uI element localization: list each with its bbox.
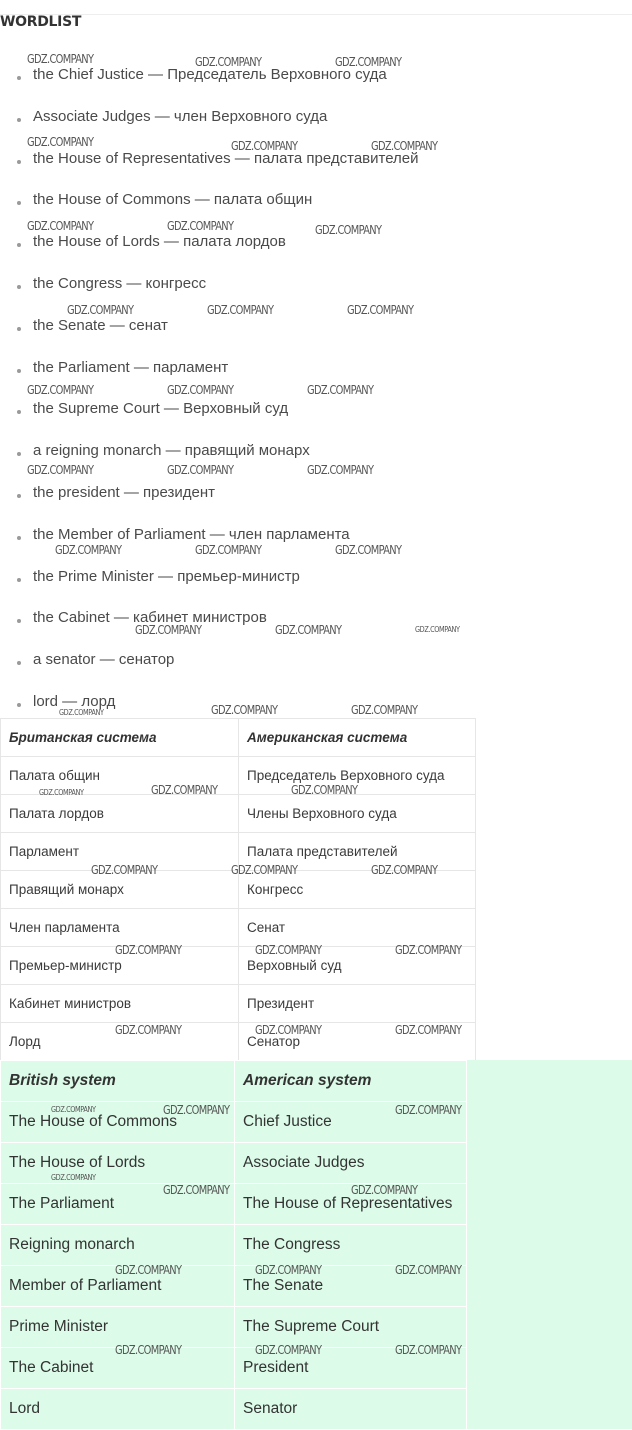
watermark: GDZ.COMPANY xyxy=(195,543,262,557)
watermark: GDZ.COMPANY xyxy=(291,783,358,797)
table-cell: Члены Верховного суда xyxy=(239,795,476,833)
table-cell: Конгресс xyxy=(239,871,476,909)
list-item: the Chief Justice — Председатель Верховного суда xyxy=(0,54,632,96)
watermark: GDZ.COMPANY xyxy=(371,863,438,877)
table-cell: The House of Representatives xyxy=(235,1184,467,1225)
watermark: GDZ.COMPANY xyxy=(39,788,84,797)
watermark: GDZ.COMPANY xyxy=(275,623,342,637)
watermark: GDZ.COMPANY xyxy=(395,1103,462,1117)
page-title: WORDLIST xyxy=(0,14,82,30)
watermark: GDZ.COMPANY xyxy=(307,383,374,397)
table-cell: Правящий монарх xyxy=(1,871,239,909)
table-row xyxy=(1,1307,467,1348)
table-cell: Prime Minister xyxy=(1,1307,235,1348)
table-cell: Парламент xyxy=(1,833,239,871)
watermark: GDZ.COMPANY xyxy=(27,219,94,233)
table-cell: Associate Judges xyxy=(235,1143,467,1184)
watermark: GDZ.COMPANY xyxy=(335,55,402,69)
table-row xyxy=(1,947,476,985)
watermark: GDZ.COMPANY xyxy=(255,943,322,957)
table-row xyxy=(1,985,476,1023)
watermark: GDZ.COMPANY xyxy=(351,1183,418,1197)
watermark: GDZ.COMPANY xyxy=(395,1343,462,1357)
list-item: the president — президент xyxy=(0,472,632,514)
list-item: the Member of Parliament — член парламента xyxy=(0,514,632,556)
table-cell: The Senate xyxy=(235,1266,467,1307)
table-header-cell: American system xyxy=(235,1061,467,1102)
list-item: the Cabinet — кабинет министров xyxy=(0,597,632,639)
watermark: GDZ.COMPANY xyxy=(255,1343,322,1357)
table-cell: Палата представителей xyxy=(239,833,476,871)
table-row xyxy=(1,757,476,795)
watermark: GDZ.COMPANY xyxy=(51,1173,96,1182)
list-item: the Congress — конгресс xyxy=(0,263,632,305)
table-cell: Член парламента xyxy=(1,909,239,947)
table-cell: The Supreme Court xyxy=(235,1307,467,1348)
table-cell: Сенат xyxy=(239,909,476,947)
watermark: GDZ.COMPANY xyxy=(395,943,462,957)
list-item: lord — лорд xyxy=(0,681,632,723)
watermark: GDZ.COMPANY xyxy=(163,1103,230,1117)
table-row xyxy=(1,909,476,947)
watermark: GDZ.COMPANY xyxy=(67,303,134,317)
watermark: GDZ.COMPANY xyxy=(51,1105,96,1114)
table-row xyxy=(1,871,476,909)
table-cell: The House of Lords xyxy=(1,1143,235,1184)
watermark: GDZ.COMPANY xyxy=(115,1263,182,1277)
table-row xyxy=(1,1389,467,1430)
wordlist xyxy=(0,54,632,723)
table-cell: The Parliament xyxy=(1,1184,235,1225)
watermark: GDZ.COMPANY xyxy=(27,383,94,397)
watermark: GDZ.COMPANY xyxy=(27,135,94,149)
list-item: the Parliament — парламент xyxy=(0,347,632,389)
watermark: GDZ.COMPANY xyxy=(395,1023,462,1037)
list-item: the House of Commons — палата общин xyxy=(0,179,632,221)
watermark: GDZ.COMPANY xyxy=(255,1023,322,1037)
watermark: GDZ.COMPANY xyxy=(115,1343,182,1357)
watermark: GDZ.COMPANY xyxy=(151,783,218,797)
table-row xyxy=(1,1225,467,1266)
watermark: GDZ.COMPANY xyxy=(231,139,298,153)
table-cell: Reigning monarch xyxy=(1,1225,235,1266)
watermark: GDZ.COMPANY xyxy=(371,139,438,153)
watermark: GDZ.COMPANY xyxy=(55,543,122,557)
watermark: GDZ.COMPANY xyxy=(91,863,158,877)
table-row xyxy=(1,1102,467,1143)
watermark: GDZ.COMPANY xyxy=(315,223,382,237)
table-cell: Лорд xyxy=(1,1023,239,1061)
table-cell: Сенатор xyxy=(239,1023,476,1061)
list-item: the Supreme Court — Верховный суд xyxy=(0,388,632,430)
watermark: GDZ.COMPANY xyxy=(167,219,234,233)
watermark: GDZ.COMPANY xyxy=(163,1183,230,1197)
list-item: the Senate — сенат xyxy=(0,305,632,347)
table-cell: The House of Commons xyxy=(1,1102,235,1143)
watermark: GDZ.COMPANY xyxy=(115,1023,182,1037)
table-row xyxy=(1,1143,467,1184)
list-item: the House of Representatives — палата представителей xyxy=(0,138,632,180)
table-cell: Президент xyxy=(239,985,476,1023)
watermark: GDZ.COMPANY xyxy=(207,303,274,317)
watermark: GDZ.COMPANY xyxy=(59,708,104,717)
russian-comparison-table xyxy=(0,718,476,1061)
watermark: GDZ.COMPANY xyxy=(167,463,234,477)
table-cell: Chief Justice xyxy=(235,1102,467,1143)
table-header-row xyxy=(1,719,476,757)
table-cell: Верховный суд xyxy=(239,947,476,985)
watermark: GDZ.COMPANY xyxy=(27,52,94,66)
table-cell: The Cabinet xyxy=(1,1348,235,1389)
watermark: GDZ.COMPANY xyxy=(395,1263,462,1277)
watermark: GDZ.COMPANY xyxy=(231,863,298,877)
list-item: a senator — сенатор xyxy=(0,639,632,681)
english-comparison-table xyxy=(0,1060,467,1430)
watermark: GDZ.COMPANY xyxy=(167,383,234,397)
green-background-fill xyxy=(467,1060,632,1429)
table-row xyxy=(1,1266,467,1307)
list-item: the Prime Minister — премьер-министр xyxy=(0,556,632,598)
list-item: the House of Lords — палата лордов xyxy=(0,221,632,263)
watermark: GDZ.COMPANY xyxy=(335,543,402,557)
watermark: GDZ.COMPANY xyxy=(347,303,414,317)
table-cell: Member of Parliament xyxy=(1,1266,235,1307)
table-cell: Председатель Верховного суда xyxy=(239,757,476,795)
table-cell: President xyxy=(235,1348,467,1389)
list-item: a reigning monarch — правящий монарх xyxy=(0,430,632,472)
list-item: Associate Judges — член Верховного суда xyxy=(0,96,632,138)
table-cell: Палата лордов xyxy=(1,795,239,833)
top-divider xyxy=(0,14,632,15)
table-cell: Палата общин xyxy=(1,757,239,795)
table-header-cell: Британская система xyxy=(1,719,239,757)
table-cell: Senator xyxy=(235,1389,467,1430)
watermark: GDZ.COMPANY xyxy=(255,1263,322,1277)
table-row xyxy=(1,1184,467,1225)
table-header-cell: British system xyxy=(1,1061,235,1102)
watermark: GDZ.COMPANY xyxy=(351,703,418,717)
table-row xyxy=(1,1348,467,1389)
table-cell: The Congress xyxy=(235,1225,467,1266)
watermark: GDZ.COMPANY xyxy=(195,55,262,69)
watermark: GDZ.COMPANY xyxy=(115,943,182,957)
watermark: GDZ.COMPANY xyxy=(307,463,374,477)
watermark: GDZ.COMPANY xyxy=(27,463,94,477)
table-row xyxy=(1,1023,476,1061)
table-cell: Lord xyxy=(1,1389,235,1430)
table-cell: Премьер-министр xyxy=(1,947,239,985)
table-header-cell: Американская система xyxy=(239,719,476,757)
table-row xyxy=(1,833,476,871)
table-row xyxy=(1,795,476,833)
watermark: GDZ.COMPANY xyxy=(135,623,202,637)
table-cell: Кабинет министров xyxy=(1,985,239,1023)
watermark: GDZ.COMPANY xyxy=(211,703,278,717)
watermark: GDZ.COMPANY xyxy=(415,625,460,634)
table-header-row xyxy=(1,1061,467,1102)
